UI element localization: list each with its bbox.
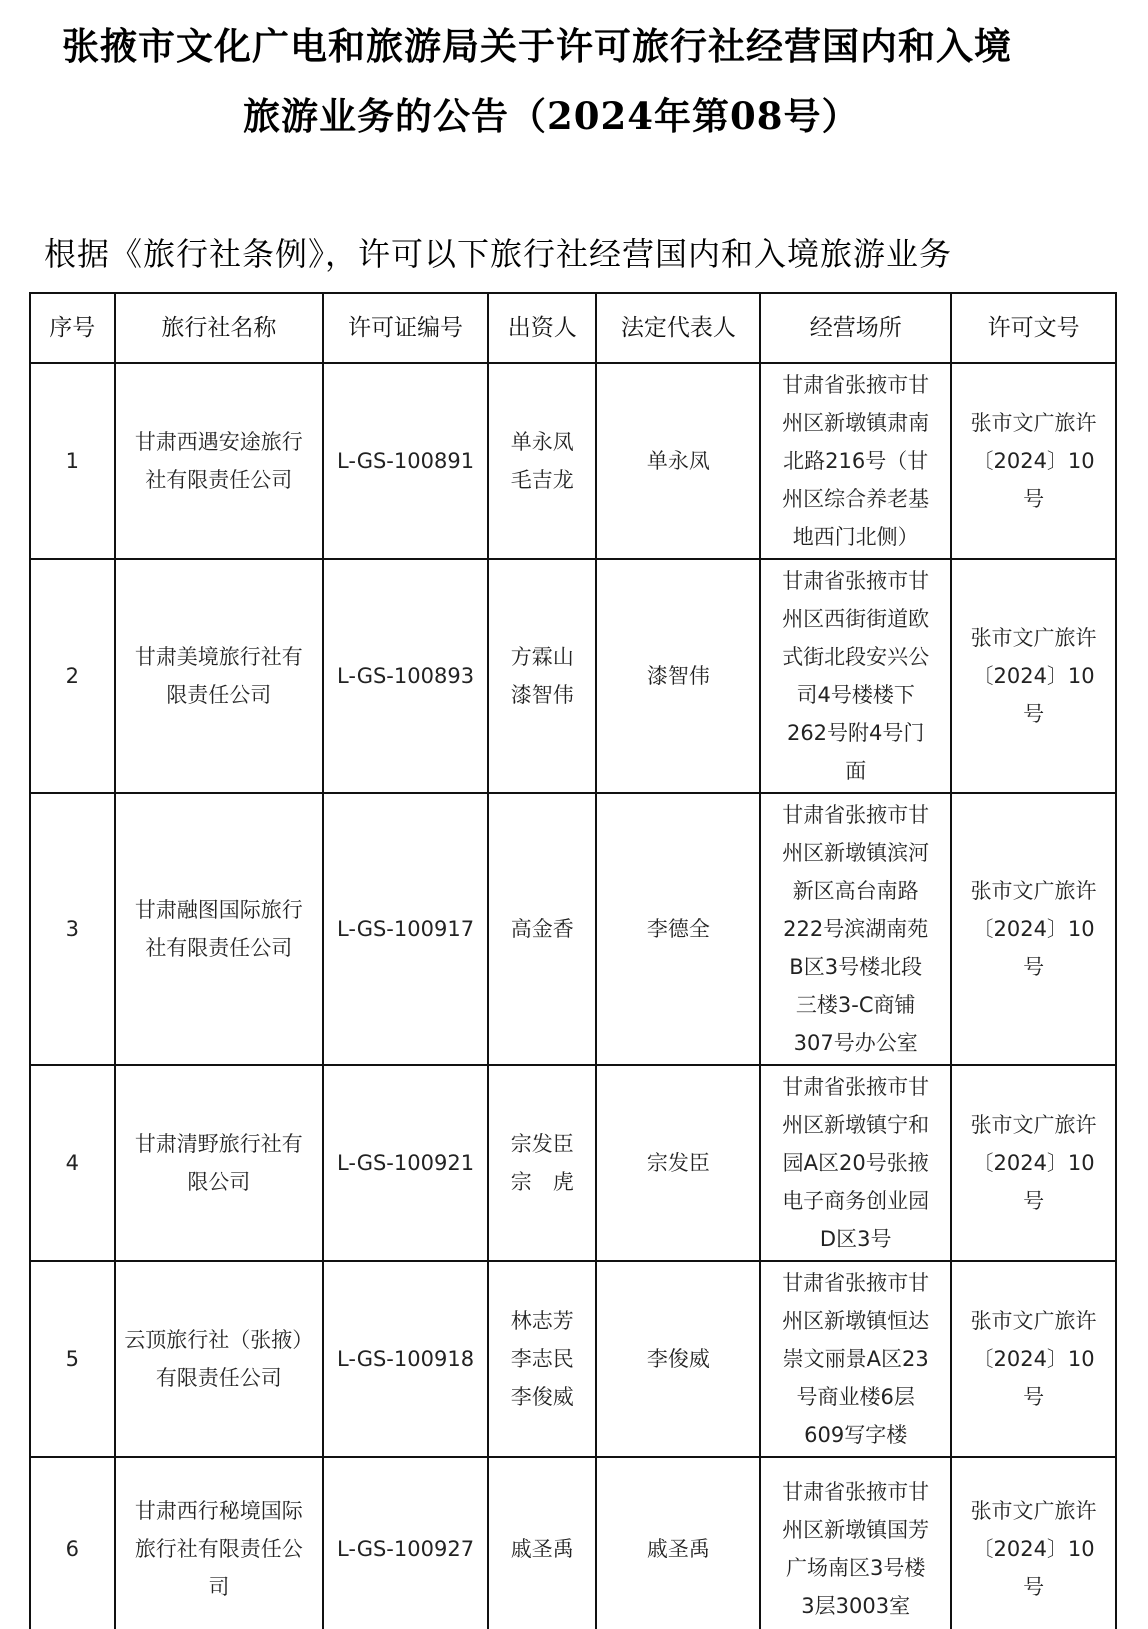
cell-name: 云顶旅行社（张掖） 有限责任公司	[115, 1261, 324, 1457]
table-row	[30, 363, 1116, 559]
header-permit: 许可文号	[951, 293, 1116, 363]
cell-investors: 宗发臣 宗 虎	[488, 1065, 596, 1261]
cell-legal-rep: 戚圣禹	[596, 1457, 760, 1629]
table-row	[30, 559, 1116, 793]
cell-address: 甘肃省张掖市甘 州区新墩镇国芳 广场南区3号楼 3层3003室	[760, 1457, 951, 1629]
cell-address: 甘肃省张掖市甘 州区西街街道欧 式街北段安兴公 司4号楼楼下 262号附4号门 面	[760, 559, 951, 793]
header-license: 许可证编号	[323, 293, 488, 363]
cell-legal-rep: 李俊威	[596, 1261, 760, 1457]
cell-license: L-GS-100893	[323, 559, 488, 793]
header-investors: 出资人	[488, 293, 596, 363]
license-table	[29, 292, 1117, 1629]
cell-permit: 张市文广旅许 〔2024〕10 号	[951, 363, 1116, 559]
cell-no: 5	[30, 1261, 115, 1457]
cell-no: 2	[30, 559, 115, 793]
cell-name: 甘肃清野旅行社有 限公司	[115, 1065, 324, 1261]
cell-permit: 张市文广旅许 〔2024〕10 号	[951, 793, 1116, 1065]
cell-legal-rep: 单永凤	[596, 363, 760, 559]
cell-permit: 张市文广旅许 〔2024〕10 号	[951, 1457, 1116, 1629]
cell-investors: 高金香	[488, 793, 596, 1065]
cell-no: 1	[30, 363, 115, 559]
document-title-line2: 旅游业务的公告（2024年第08号）	[243, 94, 860, 138]
header-legal-rep: 法定代表人	[596, 293, 760, 363]
cell-name: 甘肃融图国际旅行 社有限责任公司	[115, 793, 324, 1065]
cell-name: 甘肃西行秘境国际 旅行社有限责任公 司	[115, 1457, 324, 1629]
table-row	[30, 1261, 1116, 1457]
cell-permit: 张市文广旅许 〔2024〕10 号	[951, 1065, 1116, 1261]
table-header-row	[30, 293, 1116, 363]
cell-address: 甘肃省张掖市甘 州区新墩镇宁和 园A区20号张掖 电子商务创业园 D区3号	[760, 1065, 951, 1261]
cell-legal-rep: 宗发臣	[596, 1065, 760, 1261]
cell-legal-rep: 李德全	[596, 793, 760, 1065]
intro-paragraph: 根据《旅行社条例》，许可以下旅行社经营国内和入境旅游业务	[44, 235, 953, 273]
table-row	[30, 1457, 1116, 1629]
cell-address: 甘肃省张掖市甘 州区新墩镇滨河 新区高台南路 222号滨湖南苑 B区3号楼北段 三楼3-C商铺 307号办公室	[760, 793, 951, 1065]
cell-no: 3	[30, 793, 115, 1065]
table-row	[30, 793, 1116, 1065]
cell-legal-rep: 漆智伟	[596, 559, 760, 793]
cell-investors: 方霖山 漆智伟	[488, 559, 596, 793]
cell-investors: 戚圣禹	[488, 1457, 596, 1629]
cell-name: 甘肃西遇安途旅行 社有限责任公司	[115, 363, 324, 559]
header-address: 经营场所	[760, 293, 951, 363]
header-name: 旅行社名称	[115, 293, 324, 363]
cell-address: 甘肃省张掖市甘 州区新墩镇恒达 崇文丽景A区23 号商业楼6层 609写字楼	[760, 1261, 951, 1457]
cell-no: 4	[30, 1065, 115, 1261]
header-no: 序号	[30, 293, 115, 363]
cell-name: 甘肃美境旅行社有 限责任公司	[115, 559, 324, 793]
table-row	[30, 1065, 1116, 1261]
cell-license: L-GS-100921	[323, 1065, 488, 1261]
cell-license: L-GS-100891	[323, 363, 488, 559]
cell-address: 甘肃省张掖市甘 州区新墩镇肃南 北路216号（甘 州区综合养老基 地西门北侧）	[760, 363, 951, 559]
cell-permit: 张市文广旅许 〔2024〕10 号	[951, 559, 1116, 793]
cell-permit: 张市文广旅许 〔2024〕10 号	[951, 1261, 1116, 1457]
cell-license: L-GS-100927	[323, 1457, 488, 1629]
document-title-line1: 张掖市文化广电和旅游局关于许可旅行社经营国内和入境	[62, 24, 1012, 68]
cell-investors: 林志芳 李志民 李俊威	[488, 1261, 596, 1457]
cell-investors: 单永凤 毛吉龙	[488, 363, 596, 559]
cell-license: L-GS-100917	[323, 793, 488, 1065]
cell-license: L-GS-100918	[323, 1261, 488, 1457]
cell-no: 6	[30, 1457, 115, 1629]
